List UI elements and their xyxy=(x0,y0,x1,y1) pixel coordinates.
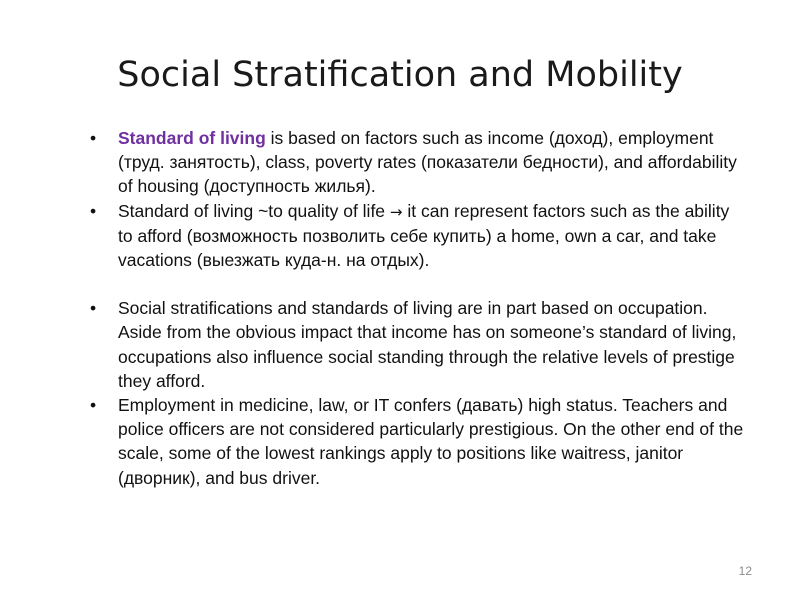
bullet-text-before: Standard of living ~to quality of life xyxy=(118,200,390,221)
slide-content xyxy=(88,126,748,490)
bullet-occupation xyxy=(88,296,748,393)
bullet-text: Social stratifications and standards of living are in part based on occupation. Aside from the obvious impact that income has on someone’s standard of living, occupations also influence social standing through the relative levels of prestige they afford. xyxy=(118,298,737,391)
highlighted-term: Standard of living xyxy=(118,128,266,148)
bullet-text-after: it can represent factors such as the ability to afford (возможность позволить себе купить) a home, own a car, and take vacations (выезжать куда-н. на отдых). xyxy=(118,200,730,271)
bullet-employment-status xyxy=(88,393,748,490)
right-arrow-icon: → xyxy=(389,202,403,221)
bullet-marker: • xyxy=(90,200,97,221)
bullet-quality-of-life xyxy=(88,199,748,273)
slide-title: Social Stratification and Mobility xyxy=(117,55,683,95)
bullet-marker: • xyxy=(90,128,97,148)
paragraph-spacer xyxy=(88,272,748,296)
bullet-standard-of-living xyxy=(88,126,748,199)
bullet-text: is based on factors such as income (доход), employment (труд. занятость), class, poverty rates (показатели бедности), and affordability of housing (доступность жилья). xyxy=(118,128,737,197)
bullet-marker: • xyxy=(90,298,97,319)
bullet-text: Employment in medicine, law, or IT confers (давать) high status. Teachers and police officers are not considered particularly prestigious. On the other end of the scale, some of the lowest rankings apply to positions like waitress, janitor (дворник), and bus driver. xyxy=(118,395,744,488)
bullet-marker: • xyxy=(90,395,97,416)
page-number: 12 xyxy=(738,564,752,578)
